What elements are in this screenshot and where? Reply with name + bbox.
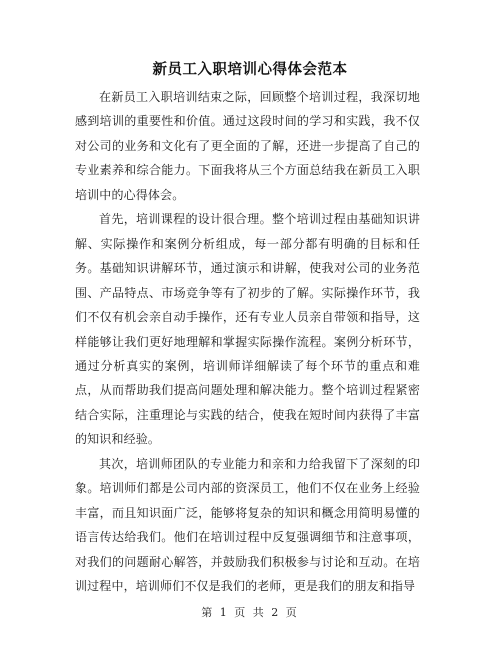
page-number-footer: 第 1 页 共 2 页 — [201, 606, 299, 619]
document-body — [75, 85, 420, 599]
document-title: 新员工入职培训心得体会范本 — [152, 61, 348, 78]
paragraph-second-point: 其次，培训师团队的专业能力和亲和力给我留下了深刻的印象。培训师们都是公司内部的资深员工，他们不仅在业务上经验丰富，而且知识面广泛，能够将复杂的知识和概念用简明易懂的语言传达给我们。他们在培训过程中反复强调细节和注意事项，对我们的问题耐心解答，并鼓励我们积极参与讨论和互动。在培训过程中，培训师们不仅是我们的老师，更是我们的朋友和指导 — [75, 456, 420, 594]
paragraph-intro: 在新员工入职培训结束之际，回顾整个培训过程，我深切地感到培训的重要性和价值。通过这段时间的学习和实践，我不仅对公司的业务和文化有了更全面的了解，还进一步提高了自己的专业素养和综合能力。下面我将从三个方面总结我在新员工入职培训中的心得体会。 — [75, 90, 420, 202]
paragraph-first-point: 首先，培训课程的设计很合理。整个培训过程由基础知识讲解、实际操作和案例分析组成，每一部分都有明确的目标和任务。基础知识讲解环节，通过演示和讲解，使我对公司的业务范围、产品特点、市场竞争等有了初步的了解。实际操作环节，我们不仅有机会亲自动手操作，还有专业人员亲自带领和指导，这样能够让我们更好地理解和掌握实际操作流程。案例分析环节，通过分析真实的案例，培训师详细解读了每个环节的重点和难点，从而帮助我们提高问题处理和解决能力。整个培训过程紧密结合实际，注重理论与实践的结合，使我在短时间内获得了丰富的知识和经验。 — [75, 212, 420, 447]
